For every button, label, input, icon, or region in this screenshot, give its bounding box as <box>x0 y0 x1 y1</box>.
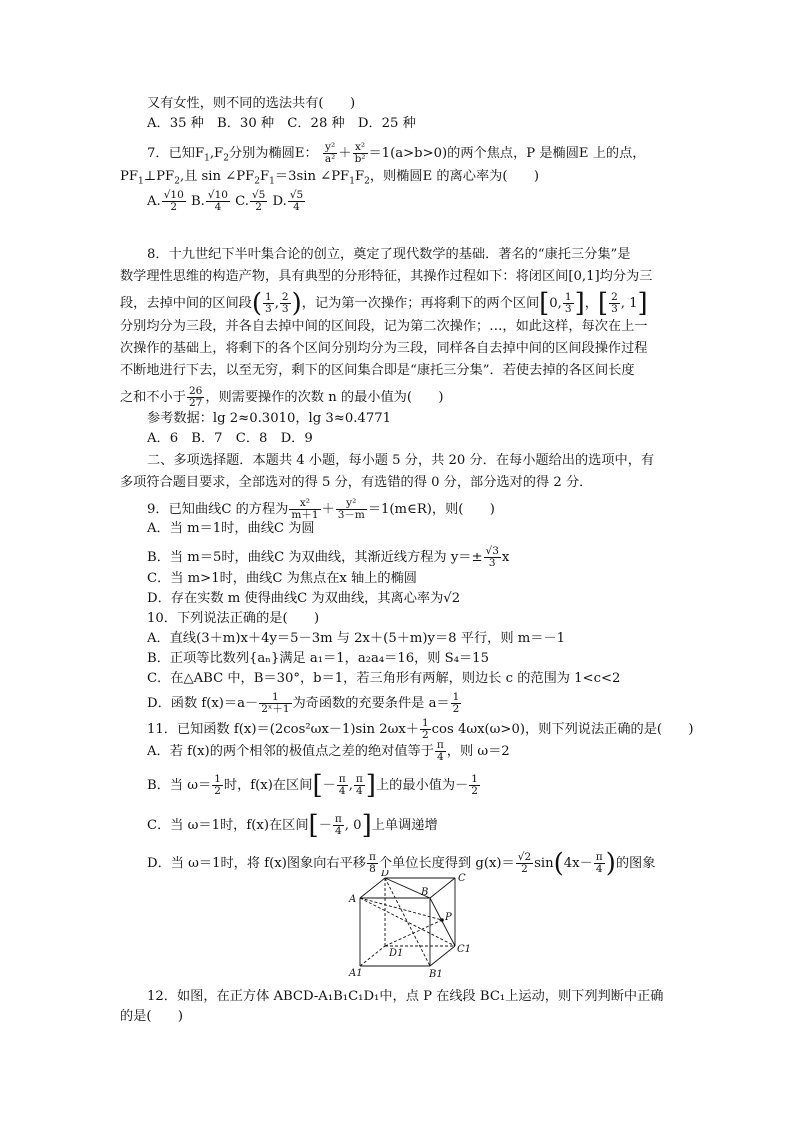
q11-c: C．当 ω＝1时，f(x)在区间[－ $\frac{\pi}{4}$ , 0]上单调递增 <box>147 810 438 841</box>
label-B1: B1 <box>429 969 443 980</box>
q10-d: D．函数 f(x)＝a－ $\frac{1}{\text{2ˣ＋1}}$ 为奇函数的充要条件是 a＝ $\frac{1}{2}$ <box>147 691 460 715</box>
edge-A1D1 <box>360 946 385 966</box>
q8-line6: 不断地进行下去，以至无穷，剩下的区间集合即是“康托三分集”．若使去掉的各区间长度 <box>120 363 635 378</box>
frac-y2-a2: $\frac{\text{y²}}{\text{a²}}$ <box>324 141 336 165</box>
q8-line1: 8．十九世纪下半叶集合论的创立，奠定了现代数学的基础．著名的“康托三分集”是 <box>147 247 631 262</box>
q12-stem: 12．如图，在正方体 ABCD-A₁B₁C₁D₁中，点 P 在线段 BC₁上运动，则下列判断中正确 <box>147 989 664 1004</box>
q11-stem: 11．已知函数 f(x)＝(2cos²ωx－1)sin 2ωx＋ $\frac{1}{2}$ cos 4ωx(ω>0)，则下列说法正确的是( ) <box>147 717 694 741</box>
q8-line7: 之和不小于 $\frac{26}{27}$ ，则需要操作的次数 n 的最小值为( ) <box>120 385 444 409</box>
q8-line2: 数学理性思维的构造产物，具有典型的分形特征，其操作过程如下：将闭区间[0,1]均分为三 <box>120 269 653 284</box>
q8-options: A．6 B．7 C．8 D．9 <box>147 431 313 446</box>
q10-stem: 10．下列说法正确的是( ) <box>147 611 320 626</box>
q8-line5: 次操作的基础上，将剩下的各个区间分别均分为三段，同样各自去掉中间的区间段操作过程 <box>120 341 648 356</box>
label-C: C <box>458 873 466 884</box>
label-P: P <box>445 912 452 923</box>
q11-d: D．当 ω＝1时，将 f(x)图象向右平移 $\frac{\pi}{8}$ 个单位长度得到 g(x)＝ $\frac{√2}{2}$ sin(4x－ $\frac{\pi}{4}$ )的图象 <box>147 848 656 879</box>
q9-a: A．当 m＝1时，曲线C 为圆 <box>147 521 315 536</box>
q9-b: B．当 m＝5时，曲线C 为双曲线，其渐近线方程为 y＝± $\frac{√3}{3}$ x <box>147 545 510 569</box>
q9-d: D．存在实数 m 使得曲线C 为双曲线，其离心率为√2 <box>147 591 461 606</box>
q9-c: C．当 m>1时，曲线C 为焦点在x 轴上的椭圆 <box>147 571 417 586</box>
section-heading: 二、多项选择题．本题共 4 小题，每小题 5 分，共 20 分．在每小题给出的选项中，有 <box>147 453 655 468</box>
label-A: A <box>349 894 357 905</box>
label-C1: C1 <box>457 944 472 955</box>
diag-AC1 <box>360 898 455 946</box>
q6-tail: 又有女性，则不同的选法共有( ) <box>147 96 356 111</box>
point-P <box>440 918 444 922</box>
q8-line4: 分别均分为三段，并各自去掉中间的区间段，记为第二次操作；…，如此这样，每次在上一 <box>120 319 648 334</box>
q7-stem: 7．已知$F_1,F_2$分别为椭圆E： $\frac{\text{y²}}{\text{a²}}$ ＋ $\frac{\text{x²}}{\text{b²}}$ ＝1(a>b>0)的两个焦点，P 是椭圆E 上的点， <box>147 141 646 165</box>
frac-x2-b2: $\frac{\text{x²}}{\text{b²}}$ <box>354 141 366 165</box>
cube-figure <box>345 870 475 980</box>
label-B: B <box>421 887 429 898</box>
edge-AD <box>360 878 385 898</box>
q11-b: B．当 ω＝ $\frac{1}{2}$ 时，f(x)在区间[－ $\frac{\pi}{4}$ , $\frac{\pi}{4}$ ]上的最小值为－ $\frac{1}{2}$ <box>147 770 478 801</box>
section-heading-2: 多项符合题目要求，全部选对的得 5 分，有选错的得 0 分，部分选对的得 2 分． <box>120 475 593 490</box>
label-D1: D1 <box>389 948 404 959</box>
q10-a: A．直线(3＋m)x＋4y＝5－3m 与 2x＋(5＋m)y＝8 平行，则 m＝－1 <box>147 631 565 646</box>
q7-options: A. $\frac{√10}{2}$ B. $\frac{√10}{4}$ C. $\frac{√5}{2}$ D. $\frac{√5}{4}$ <box>147 189 304 213</box>
q8-line3: 段，去掉中间的区间段( $\frac{1}{3}$ , $\frac{2}{3}$ )，记为第一次操作；再将剩下的两个区间[0, $\frac{1}{3}$ ]，[ $\frac{2}{3}$ , 1] <box>120 288 648 319</box>
q11-a: A．若 f(x)的两个相邻的极值点之差的绝对值等于 $\frac{\pi}{4}$ ，则 ω＝2 <box>147 739 510 763</box>
edge-BC <box>430 878 455 898</box>
q7-stem-2: $PF_1\perp PF_2$,且 $\sin \angle PF_2F_1=3\sin$ $\angle PF_1F_2$，则椭圆E 的离心率为( ) <box>120 169 540 187</box>
q9-stem: 9．已知曲线C 的方程为 $\frac{\text{x²}}{m+1}$ ＋ $\frac{\text{y²}}{3-m}$ ＝1(m∈R)，则( ) <box>147 497 495 521</box>
q8-reference: 参考数据：lg 2≈0.3010，lg 3≈0.4771 <box>147 411 391 426</box>
q6-options: A．35 种 B．30 种 C．28 种 D．25 种 <box>147 116 416 131</box>
q12-stem-2: 的是( ) <box>120 1009 184 1024</box>
label-D: D <box>381 870 390 879</box>
seg-D1P <box>385 920 442 946</box>
q10-c: C．在△ABC 中，B＝30°，b＝1，若三角形有两解，则边长 c 的范围为 1<c<2 <box>147 671 621 686</box>
q10-b: B．正项等比数列{aₙ}满足 a₁＝1，a₂a₄＝16，则 S₄＝15 <box>147 651 489 666</box>
label-A1: A1 <box>349 968 363 979</box>
edge-B1C1 <box>430 946 455 966</box>
